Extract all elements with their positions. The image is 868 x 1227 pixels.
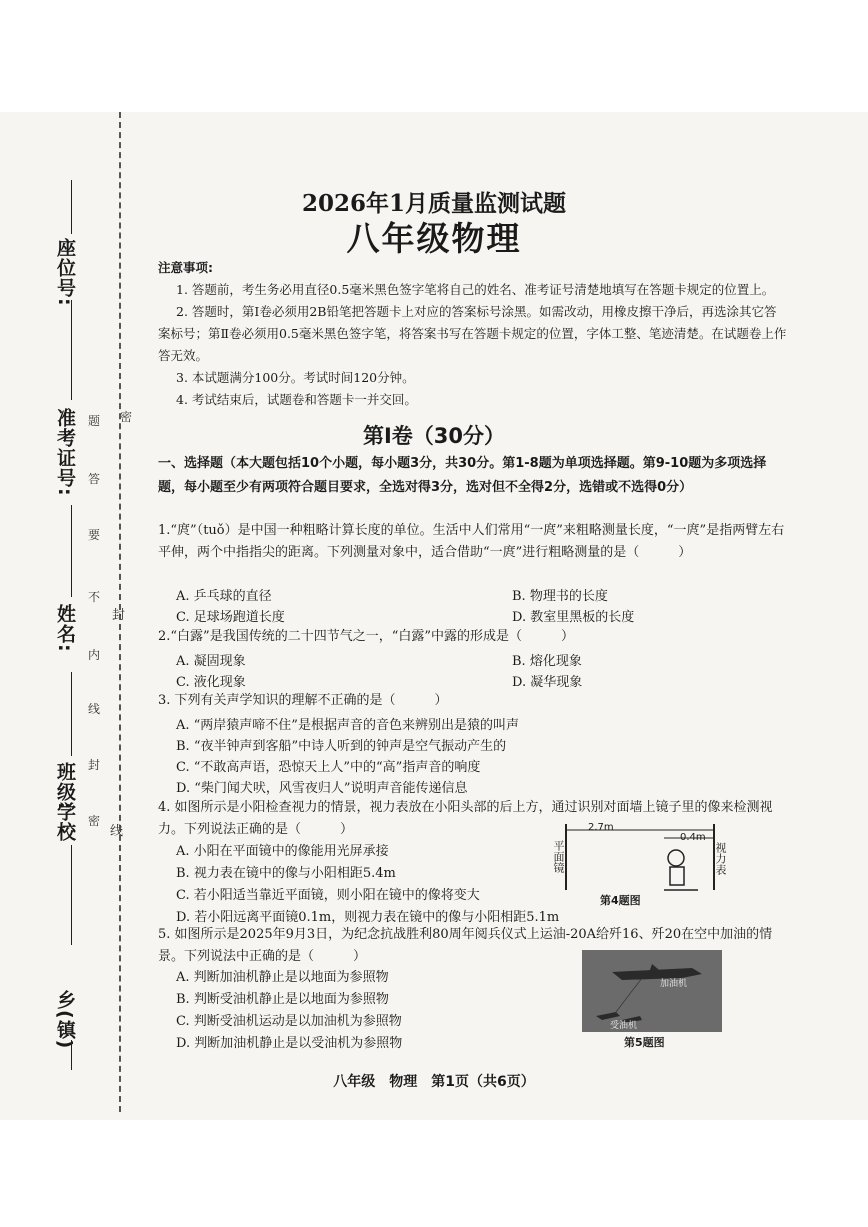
option: D. 判断加油机静止是以受油机为参照物 (176, 1036, 403, 1051)
notes-block (158, 257, 788, 411)
eye-test-diagram (548, 820, 778, 910)
aircraft-photo (582, 950, 722, 1032)
name-label: 姓名: (54, 604, 76, 653)
seal-char: 线 (88, 702, 101, 716)
figure-5-caption: 第5题图 (624, 1036, 665, 1049)
option: B. 判断受油机静止是以地面为参照物 (176, 992, 389, 1007)
option: A. “两岸猿声啼不住”是根据声音的音色来辨别出是猿的叫声 (176, 718, 519, 733)
question-stem: 5. 如图所示是2025年9月3日，为纪念抗战胜利80周年阅兵仪式上运油-20A给歼16、歼20在空中加油的情景。下列说法中正确的是（ ） (158, 927, 773, 964)
exam-number-label: 准考证号: (54, 408, 76, 497)
option: C. “不敢高声语，恐惊天上人”中的“高”指声音的响度 (176, 760, 481, 775)
option: C. 判断受油机运动是以加油机为参照物 (176, 1014, 402, 1029)
option: A. 凝固现象 (176, 654, 246, 669)
subject-title: 八年级物理 (346, 219, 522, 258)
exam-number-line (71, 300, 72, 400)
option: A. 判断加油机静止是以地面为参照物 (176, 970, 389, 985)
seal-char: 封 (112, 608, 126, 623)
option: B. “夜半钟声到客船”中诗人听到的钟声是空气振动产生的 (176, 739, 507, 754)
question-2 (158, 626, 788, 648)
exam-title: 2026年1月质量监测试题 (301, 190, 567, 217)
question-stem: 2.“白露”是我国传统的二十四节气之一，“白露”中露的形成是（ ） (158, 629, 574, 644)
chart-label: 视力表 (714, 842, 727, 875)
class-label: 班级: (54, 762, 76, 811)
page-footer: 八年级 物理 第1页（共6页） (333, 1074, 535, 1090)
name-line (71, 505, 72, 597)
question-stem: 1.“庹”（tuǒ）是中国一种粗略计算长度的单位。生活中人们常用“一庹”来粗略测量长度，“一庹”是指两臂左右平伸，两个中指指尖的距离。下列测量对象中，适合借助“一庹”进行粗略测量的是（ ） (158, 523, 785, 560)
school-line (71, 845, 72, 945)
seal-char: 题 (88, 414, 101, 428)
seat-label: 座位号: (54, 238, 76, 307)
option: D. 凝华现象 (512, 675, 583, 690)
option: C. 足球场跑道长度 (176, 610, 285, 625)
seal-char: 答 (88, 472, 101, 486)
option: B. 熔化现象 (512, 654, 582, 669)
note-item: 3. 本试题满分100分。考试时间120分钟。 (176, 370, 415, 385)
section-title: 第Ⅰ卷（30分） (362, 424, 506, 448)
option: D. 教室里黑板的长度 (512, 610, 635, 625)
figure-4-caption: 第4题图 (600, 894, 641, 907)
figure-5-photo (582, 950, 722, 1032)
class-line (71, 672, 72, 756)
note-item: 1. 答题前，考生务必用直径0.5毫米黑色签字笔将自己的姓名、准考证号清楚地填写在答题卡规定的位置上。 (176, 282, 775, 297)
school-label: 学校 (54, 802, 76, 842)
seal-char: 要 (88, 528, 101, 542)
receiver-label: 受油机 (610, 1021, 638, 1031)
seal-char: 内 (88, 648, 101, 662)
figure-4 (548, 820, 778, 910)
option: A. 小阳在平面镜中的像能用光屏承接 (176, 844, 389, 859)
seal-char: 封 (88, 758, 101, 772)
seal-char: 密 (120, 410, 133, 424)
section-instruction: 一、选择题（本大题包括10个小题，每小题3分，共30分。第1-8题为单项选择题。第9-10题为多项选择题，每小题至少有两项符合题目要求，全选对得3分，选对但不全得2分，选错或不选得0分） (158, 456, 767, 495)
notes-heading: 注意事项: (158, 260, 213, 275)
seal-char: 不 (88, 590, 101, 604)
option: C. 若小阳适当靠近平面镜，则小阳在镜中的像将变大 (176, 888, 480, 903)
mirror-label: 平面镜 (552, 840, 565, 873)
option: D. 若小阳远离平面镜0.1m，则视力表在镜中的像与小阳相距5.1m (176, 910, 560, 925)
tanker-label: 加油机 (660, 979, 688, 989)
distance-small: 0.4m (680, 832, 706, 843)
option: D. “柴门闻犬吠，风雪夜归人”说明声音能传递信息 (176, 781, 468, 796)
note-item: 2. 答题时，第Ⅰ卷必须用2B铅笔把答题卡上对应的答案标号涂黑。如需改动，用橡皮擦干净后，再选涂其它答案标号；第Ⅱ卷必须用0.5毫米黑色签字笔，将答案书写在答题卡规定的位置，字体工整、笔迹清楚。在试题卷上作答无效。 (158, 304, 787, 363)
question-stem: 3. 下列有关声学知识的理解不正确的是（ ） (158, 693, 448, 708)
note-item: 4. 考试结束后，试题卷和答题卡一并交回。 (176, 392, 417, 407)
question-stem: 4. 如图所示是小阳检查视力的情景，视力表放在小阳头部的后上方，通过识别对面墙上镜子里的像来检测视力。下列说法正确的是（ ） (158, 800, 773, 837)
question-3 (158, 690, 788, 712)
seal-char: 密 (88, 814, 101, 828)
option: B. 视力表在镜中的像与小阳相距5.4m (176, 866, 396, 881)
option: B. 物理书的长度 (512, 589, 608, 604)
town-line (71, 1040, 72, 1070)
distance-total: 2.7m (588, 822, 614, 833)
question-1 (158, 520, 788, 564)
option: A. 乒乓球的直径 (176, 589, 272, 604)
seal-char: 线 (110, 824, 124, 839)
option: C. 液化现象 (176, 675, 246, 690)
town-label: 乡(镇) (54, 990, 76, 1050)
